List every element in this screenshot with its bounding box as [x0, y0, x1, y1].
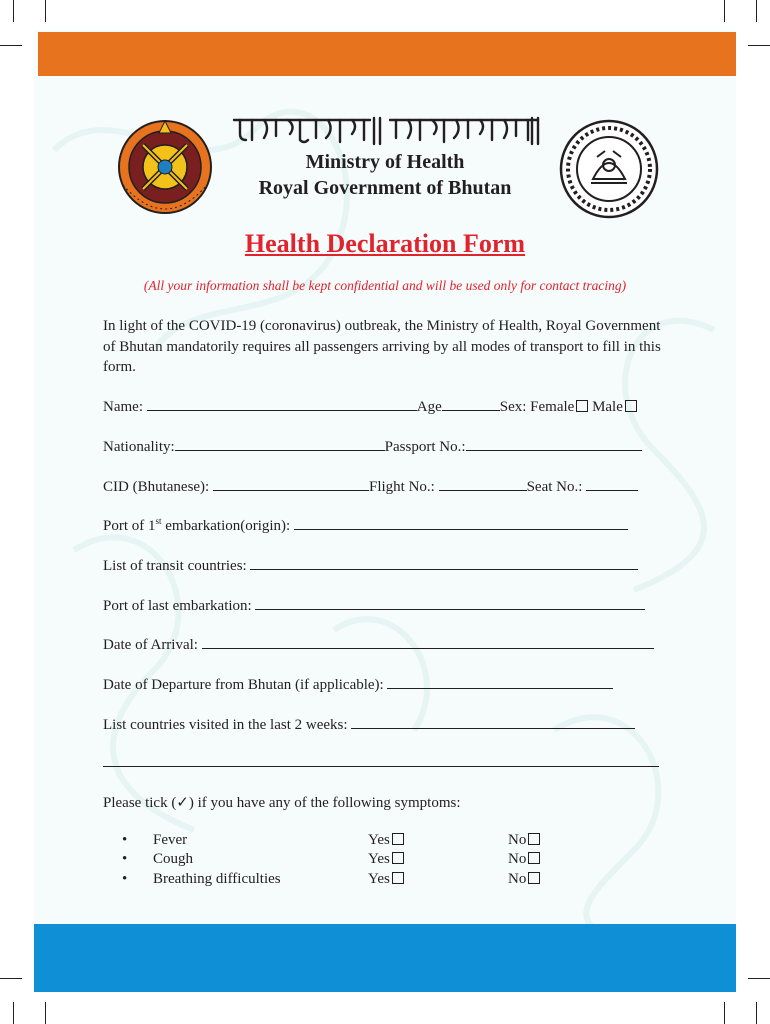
port-last-field[interactable]: [255, 595, 645, 610]
arrival-label: Date of Arrival:: [103, 637, 198, 653]
nationality-label: Nationality:: [103, 439, 175, 455]
cid-label: CID (Bhutanese):: [103, 479, 210, 495]
yes-option: Yes: [368, 832, 404, 849]
yes-option: Yes: [368, 851, 404, 868]
visited-row: [103, 714, 673, 734]
nationality-field[interactable]: [175, 436, 385, 451]
passport-label: Passport No.:: [384, 439, 466, 455]
name-label: Name:: [103, 399, 143, 415]
age-label: Age: [416, 399, 442, 415]
breathing-yes-checkbox[interactable]: [392, 872, 404, 884]
symptom-label: Cough: [153, 851, 194, 867]
port-last-label: Port of last embarkation:: [103, 598, 252, 614]
cid-field[interactable]: [213, 476, 369, 491]
breathing-no-checkbox[interactable]: [528, 872, 540, 884]
form-title: Health Declaration Form: [244, 229, 526, 258]
flight-label: Flight No.:: [368, 479, 435, 495]
bullet-icon: •: [122, 832, 128, 848]
seat-label: Seat No.:: [526, 479, 583, 495]
arrival-row: [103, 634, 673, 654]
crop-mark: [0, 978, 22, 979]
symptom-row: [0, 832, 770, 852]
no-option: No: [508, 871, 540, 888]
dzongkha-ministry-name: [230, 110, 542, 154]
national-emblem-icon: [113, 115, 217, 227]
passport-field[interactable]: [466, 436, 642, 451]
confidentiality-note: (All your information shall be kept confidential and will be used only for contact tracing): [143, 278, 627, 293]
female-checkbox[interactable]: [576, 400, 588, 412]
symptom-label: Breathing difficulties: [153, 871, 281, 887]
cid-row: [103, 476, 673, 496]
bullet-icon: •: [122, 851, 128, 867]
name-row: [103, 396, 673, 416]
crop-mark: [45, 0, 46, 22]
ministry-seal-icon: [557, 117, 661, 221]
crop-mark: [13, 0, 14, 22]
seat-field[interactable]: [586, 476, 638, 491]
male-checkbox[interactable]: [625, 400, 637, 412]
crop-mark: [748, 978, 770, 979]
symptom-row: [0, 851, 770, 871]
departure-field[interactable]: [387, 674, 613, 689]
visited-field[interactable]: [351, 714, 635, 729]
footer-band: [34, 924, 736, 992]
header-band: [38, 32, 736, 76]
cough-yes-checkbox[interactable]: [392, 852, 404, 864]
no-option: No: [508, 851, 540, 868]
visited-field-continued[interactable]: [103, 752, 659, 767]
visited-continuation-row: [103, 752, 673, 772]
nationality-row: [103, 436, 673, 456]
transit-label: List of transit countries:: [103, 558, 247, 574]
bullet-icon: •: [122, 871, 128, 887]
crop-mark: [724, 0, 725, 22]
departure-row: [103, 674, 673, 694]
name-field[interactable]: [147, 396, 417, 411]
port-first-row: [103, 515, 673, 535]
crop-mark: [0, 45, 22, 46]
symptom-row: [0, 871, 770, 891]
crop-mark: [724, 1002, 725, 1024]
crop-mark: [756, 0, 757, 22]
fever-yes-checkbox[interactable]: [392, 833, 404, 845]
port-last-row: [103, 595, 673, 615]
male-label: Male: [592, 399, 623, 415]
crop-mark: [45, 1002, 46, 1024]
flight-field[interactable]: [439, 476, 527, 491]
crop-mark: [748, 45, 770, 46]
transit-field[interactable]: [250, 555, 638, 570]
port-first-field[interactable]: [294, 515, 628, 530]
intro-paragraph: In light of the COVID-19 (coronavirus) outbreak, the Ministry of Health, Royal Government of Bhutan mandatorily requires all passengers arriving by all modes of transport to fill in this form.: [103, 318, 661, 375]
transit-row: [103, 555, 673, 575]
sex-label: Sex: Female: [499, 399, 575, 415]
yes-option: Yes: [368, 871, 404, 888]
port-first-label: Port of 1st embarkation(origin):: [103, 516, 291, 534]
visited-label: List countries visited in the last 2 weeks:: [103, 717, 348, 733]
symptom-prompt: Please tick (✓) if you have any of the following symptoms:: [103, 795, 461, 811]
crop-mark: [756, 1002, 757, 1024]
symptom-label: Fever: [153, 832, 188, 848]
no-option: No: [508, 832, 540, 849]
cough-no-checkbox[interactable]: [528, 852, 540, 864]
crop-mark: [13, 1002, 14, 1024]
arrival-field[interactable]: [202, 634, 654, 649]
fever-no-checkbox[interactable]: [528, 833, 540, 845]
ministry-name: Ministry of Health: [305, 151, 465, 173]
government-name: Royal Government of Bhutan: [258, 177, 512, 199]
departure-label: Date of Departure from Bhutan (if applicable):: [103, 677, 384, 693]
age-field[interactable]: [442, 396, 500, 411]
